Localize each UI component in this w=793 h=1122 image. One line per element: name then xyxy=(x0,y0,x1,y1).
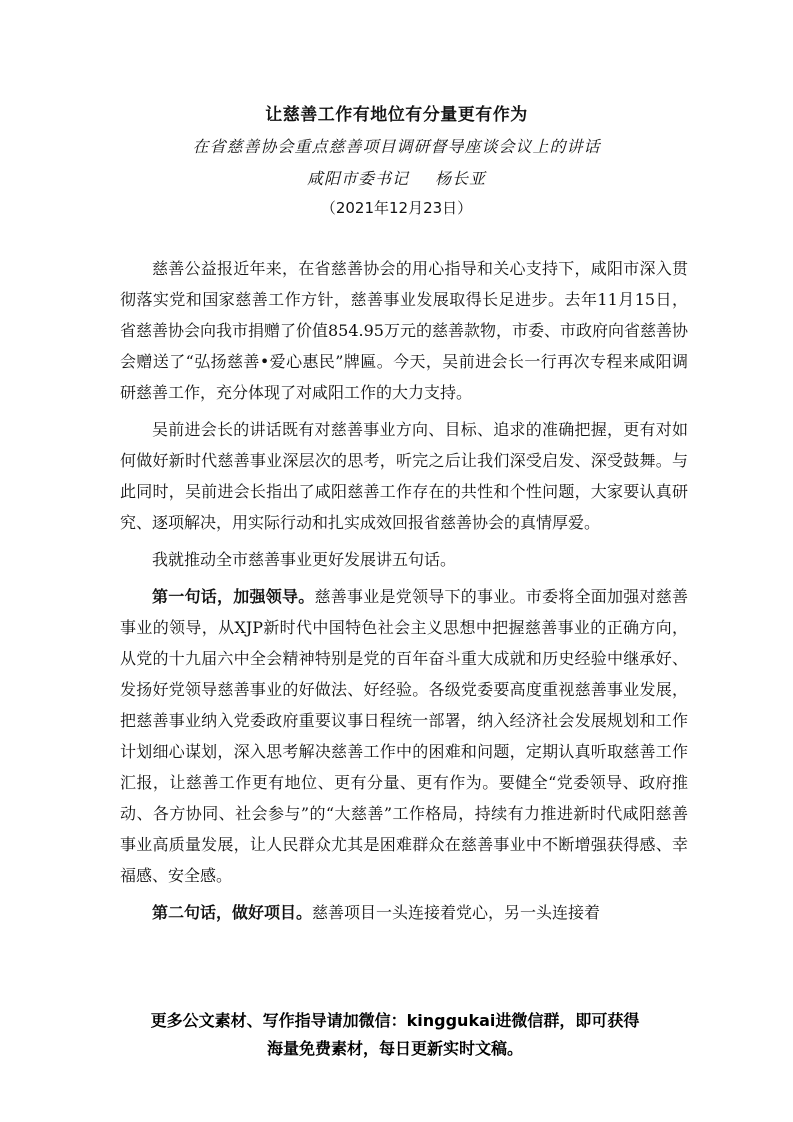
document-title: 让慈善工作有地位有分量更有作为 xyxy=(265,105,528,125)
footer-promo xyxy=(100,1007,690,1063)
paragraph xyxy=(120,253,688,408)
paragraph xyxy=(120,581,688,891)
paragraph-text: 吴前进会长的讲话既有对慈善事业方向、目标、追求的准确把握，更有对如何做好新时代慈善事业深层次的思考，听完之后让我们深受启发、深受鼓舞。与此同时，吴前进会长指出了咸阳慈善工作存在的共性和个性问题，大家要认真研究、逐项解决，用实际行动和扎实成效回报省慈善协会的真情厚爱。 xyxy=(120,420,688,532)
footer-line-2: 海量免费素材，每日更新实时文稿。 xyxy=(266,1039,523,1058)
paragraph-text: 慈善公益报近年来，在省慈善协会的用心指导和关心支持下，咸阳市深入贯彻落实党和国家慈善工作方针，慈善事业发展取得长足进步。去年11月15日，省慈善协会向我市捐赠了价值854.95万元的慈善款物，市委、市政府向省慈善协会赠送了“弘扬慈善•爱心惠民”牌匾。今天，吴前进会长一行再次专程来咸阳调研慈善工作，充分体现了对咸阳工作的大力支持。 xyxy=(120,259,688,402)
paragraph xyxy=(120,414,688,538)
author-title: 咸阳市委书记 xyxy=(306,169,409,188)
paragraph-lead: 第一句话，加强领导。 xyxy=(152,587,315,606)
paragraph xyxy=(120,897,688,928)
document-body xyxy=(120,253,688,934)
paragraph xyxy=(120,544,688,575)
document-date: （2021年12月23日） xyxy=(320,199,473,217)
author-name: 杨长亚 xyxy=(435,169,487,188)
document-subtitle: 在省慈善协会重点慈善项目调研督导座谈会议上的讲话 xyxy=(192,137,601,156)
footer-line-1: 更多公文素材、写作指导请加微信：kinggukai进微信群，即可获得 xyxy=(150,1011,640,1030)
paragraph-lead: 第二句话，做好项目。 xyxy=(152,903,313,922)
paragraph-text: 慈善事业是党领导下的事业。市委将全面加强对慈善事业的领导，从XJP新时代中国特色社会主义思想中把握慈善事业的正确方向，从党的十九届六中全会精神特别是党的百年奋斗重大成就和历史经验中继承好、发扬好党领导慈善事业的好做法、好经验。各级党委要高度重视慈善事业发展，把慈善事业纳入党委政府重要议事日程统一部署，纳入经济社会发展规划和工作计划细心谋划，深入思考解决慈善工作中的困难和问题，定期认真听取慈善工作汇报，让慈善工作更有地位、更有分量、更有作为。要健全“党委领导、政府推动、各方协同、社会参与”的“大慈善”工作格局，持续有力推进新时代咸阳慈善事业高质量发展，让人民群众尤其是困难群众在慈善事业中不断增强获得感、幸福感、安全感。 xyxy=(120,587,688,885)
paragraph-text: 慈善项目一头连接着党心，另一头连接着 xyxy=(312,903,601,922)
author-line xyxy=(0,166,793,189)
paragraph-text: 我就推动全市慈善事业更好发展讲五句话。 xyxy=(152,550,457,569)
